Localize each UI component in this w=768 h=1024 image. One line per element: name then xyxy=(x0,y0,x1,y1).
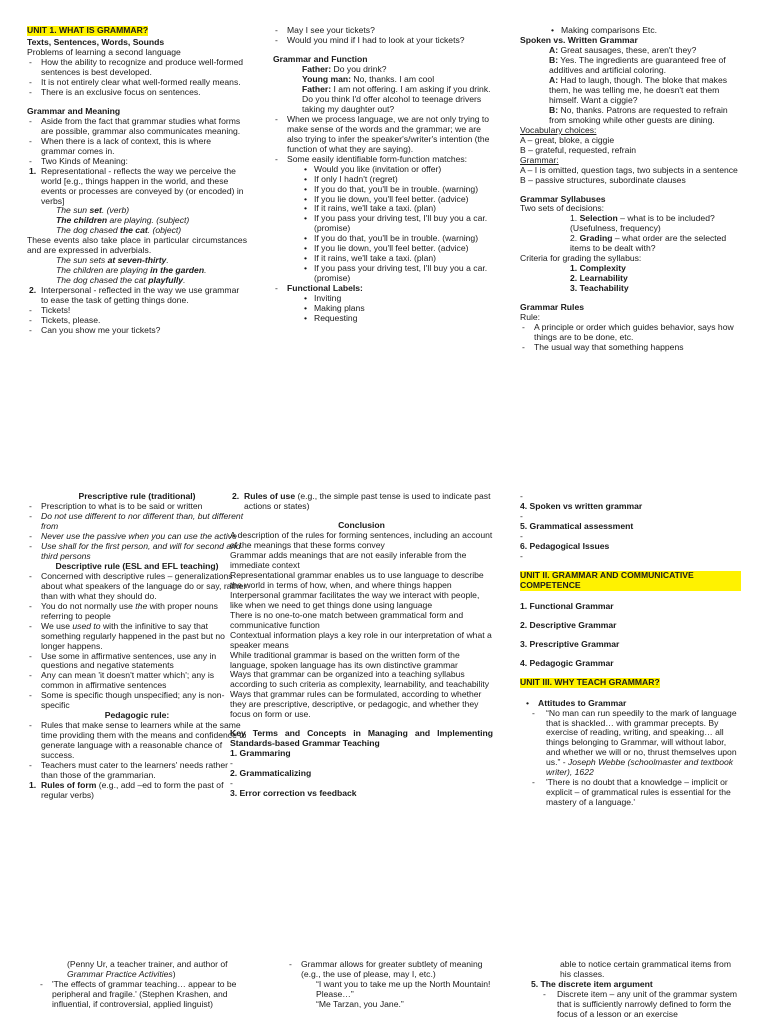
subheading: Descriptive rule (ESL and EFL teaching) xyxy=(55,560,219,571)
paragraph: A description of the rules for forming sentences, including an account of the meanings that these forms convey xyxy=(230,529,493,550)
bullet-item: • If you lie down, you'll feel better. (advice) xyxy=(273,195,493,205)
text-run: The dog chased the cat xyxy=(56,275,149,286)
paragraph: - xyxy=(520,550,523,561)
text-run: No, thanks. Patrons are requested to refrain from smoking while other guests are dining. xyxy=(549,104,728,125)
subheading: 5. Grammatical assessment xyxy=(520,520,634,531)
subheading: Prescriptive rule (traditional) xyxy=(78,492,196,501)
bullet-item: • If only I hadn't (regret) xyxy=(273,175,493,185)
text-run: Yes. The ingredients are guaranteed free of additives and artificial coloring. xyxy=(549,54,726,75)
text-run: (e.g., the simple past tense is used to indicate past actions or states) xyxy=(244,492,491,511)
paragraph: Rule: xyxy=(520,312,541,323)
paragraph: Ways that grammar can be organized into a teaching syllabus according to such criteria as complexity, learnability, and teachability xyxy=(230,669,490,690)
paragraph: A – I is omitted, question tags, two subjects in a sentence xyxy=(520,164,738,175)
text-run: Rules of form xyxy=(41,780,97,791)
dash-item: - When we process language, we are not only trying to make sense of the words and the grammar; we are also trying to infer the speaker's/writer's intention (the function of what they are saying). xyxy=(273,115,493,155)
paragraph: Interpersonal grammar facilitates the way we interact with people, like when we need to get things done using language xyxy=(230,589,480,610)
section-heading-text: UNIT 1. WHAT IS GRAMMAR? xyxy=(27,26,149,35)
section-heading-text: UNIT III. WHY TEACH GRAMMAR? xyxy=(520,676,660,687)
paragraph xyxy=(520,284,741,294)
text-run: . (verb) xyxy=(101,205,130,216)
dash-item: - It is not entirely clear what well-formed really means. xyxy=(27,78,247,88)
paragraph: - xyxy=(230,778,233,789)
subheading: Conclusion xyxy=(338,519,385,530)
bullet-item: • If you do that, you'll be in trouble. (warning) xyxy=(273,185,493,195)
item-number: 2. xyxy=(29,285,37,296)
bullet-item: • Requesting xyxy=(273,314,493,324)
paragraph xyxy=(520,234,741,254)
text-run: Selection xyxy=(579,213,618,224)
text-run: (Penny Ur, a teacher trainer, and author of xyxy=(67,960,228,969)
bullet-item: • If you pass your driving test, I'll buy you a car. (promise) xyxy=(273,214,493,234)
paragraph: B – grateful, requested, refrain xyxy=(520,144,637,155)
dash-item: - Never use the passive when you can use the active xyxy=(27,532,247,542)
text-run: . (object) xyxy=(147,225,182,236)
text-run: Rules of use xyxy=(244,492,296,501)
subheading: Key Terms and Concepts in Managing and Implementing Standards-based Grammar Teaching xyxy=(230,728,493,749)
text-run: I am not offering. I am asking if you drink. Do you think I'd offer alcohol to teenage drivers taking my daughter out? xyxy=(302,83,491,114)
text-run: the xyxy=(135,600,148,611)
text-run: Grading xyxy=(579,233,613,244)
paragraph: These events also take place in particular circumstances and are expressed in adverbials. xyxy=(27,235,247,256)
text-run: Young man: xyxy=(302,73,352,84)
dash-item: - 'There is no doubt that a knowledge – implicit or explicit – of grammatical rules is essential for the mastery of a language.' xyxy=(520,778,741,808)
paragraph: - xyxy=(520,492,523,501)
dash-item: - Discrete item – any unit of the grammar system that is sufficiently narrowly defined to form the focus of a lesson or an exercise xyxy=(531,990,741,1020)
dash-item: - How the ability to recognize and produce well-formed sentences is best developed. xyxy=(27,58,247,78)
text-run: used to xyxy=(72,620,101,631)
paragraph: Contextual information plays a key role in our interpretation of what a speaker means xyxy=(230,629,492,650)
paragraph xyxy=(520,76,741,106)
text-run: . xyxy=(166,255,169,266)
text-run: “No man can run speedily to the mark of language that is shackled… with grammar precepts. By exercise of reading, writing, and speaking… all things belonging to Grammar, will without labor, and whether we will or no, thrust themselves upon us.” - xyxy=(546,707,737,768)
paragraph: While traditional grammar is based on the written form of the language, spoken language has its own distinctive grammar xyxy=(230,649,460,670)
text-run: The sun xyxy=(56,205,90,216)
dash-item: - A principle or order which guides behavior, says how things are to be done, etc. xyxy=(520,323,741,343)
page-3-column-1 xyxy=(38,960,247,1010)
bullet-item: • Would you like (invitation or offer) xyxy=(273,165,493,175)
text-run: Father: xyxy=(302,83,332,94)
subheading: Grammar and Meaning xyxy=(27,105,121,116)
text-run: are playing. (subject) xyxy=(107,215,190,226)
text-run: set xyxy=(89,205,102,216)
dash-item: - There is an exclusive focus on sentences. xyxy=(27,88,247,98)
paragraph xyxy=(520,274,741,284)
text-run: The children are playing xyxy=(56,265,151,276)
page-1 xyxy=(0,26,768,446)
section-heading xyxy=(520,571,741,591)
subheading: Spoken vs. Written Grammar xyxy=(520,34,638,45)
numbered-item xyxy=(27,286,247,306)
dash-item: - Teachers must cater to the learners' needs rather than those of the grammarian. xyxy=(27,761,247,781)
text-run: . xyxy=(183,275,186,286)
dash-item: - Any can mean 'it doesn't matter which'; any is common in affirmative sentences xyxy=(27,671,247,691)
text-run: 2. xyxy=(570,233,580,244)
text-run: 2. xyxy=(570,273,580,284)
page-3-column-3 xyxy=(531,960,741,1020)
text-run: A: xyxy=(549,74,559,85)
subheading: Grammar Syllabuses xyxy=(520,193,606,204)
text-run: ) xyxy=(172,968,176,979)
text-run: Great sausages, these, aren't they? xyxy=(558,44,697,55)
dash-item: - Tickets, please. xyxy=(27,316,247,326)
text-run: Do you drink? xyxy=(331,63,387,74)
dash-item: - Would you mind if I had to look at your tickets? xyxy=(273,36,493,46)
text-run: The dog chased xyxy=(56,225,121,236)
numbered-item xyxy=(27,167,247,207)
subheading: 6. Pedagogical Issues xyxy=(520,540,610,551)
dash-item: - Concerned with descriptive rules – generalizations about what speakers of the language do or say, rather than with what they should do. xyxy=(27,572,247,602)
dash-item: - Can you show me your tickets? xyxy=(27,326,247,336)
dash-item: - Two Kinds of Meaning: xyxy=(27,157,247,167)
paragraph: B – passive structures, subordinate clauses xyxy=(520,174,686,185)
item-number: 1. xyxy=(29,165,37,176)
text-run: – what is to be included? (Usefulness, frequency) xyxy=(570,213,715,234)
item-text: Interpersonal - reflected in the way we use grammar to ease the task of getting things done. xyxy=(41,285,240,306)
paragraph: A – great, bloke, a ciggie xyxy=(520,134,615,145)
bullet-item: • If you lie down, you'll feel better. (advice) xyxy=(273,244,493,254)
page-1-column-2 xyxy=(273,26,493,324)
page-2-column-3 xyxy=(520,492,741,808)
subheading: 2. Grammaticalizing xyxy=(230,768,312,779)
text-run: playfully xyxy=(148,275,184,286)
paragraph: “I want you to take me up the North Mountain! Please…” xyxy=(316,978,491,999)
dash-item: - 'The effects of grammar teaching… appear to be peripheral and fragile.' (Stephen Krashen, and influential, if controversial, applied linguist) xyxy=(38,980,247,1010)
text-run: in the garden xyxy=(150,265,205,276)
dash-item: - Use shall for the first person, and will for second and third persons xyxy=(27,542,247,562)
numbered-item xyxy=(27,781,247,801)
dash-item: - Prescription to what is to be said or written xyxy=(27,502,247,512)
text-run: We use xyxy=(41,620,73,631)
paragraph: Criteria for grading the syllabus: xyxy=(520,253,642,264)
paragraph xyxy=(273,85,493,115)
bullet-item: • Making plans xyxy=(273,304,493,314)
numbered-item xyxy=(230,492,493,512)
paragraph xyxy=(520,264,741,274)
subheading: Grammar Rules xyxy=(520,302,585,313)
text-run: Grammar Practice Activities xyxy=(67,968,173,979)
text-run: Father: xyxy=(302,63,332,74)
bullet-item: • If it rains, we'll take a taxi. (plan) xyxy=(273,204,493,214)
bullet-item: • If you do that, you'll be in trouble. (warning) xyxy=(273,234,493,244)
dash-item: - Aside from the fact that grammar studies what forms are possible, grammar also communicates meaning. xyxy=(27,117,247,137)
text-run: B: xyxy=(549,104,559,115)
text-run: Teachability xyxy=(579,283,629,294)
text-run: B: xyxy=(549,54,559,65)
paragraph: - xyxy=(520,510,523,521)
text-run: The children xyxy=(56,215,108,226)
subheading: 4. Pedagogic Grammar xyxy=(520,657,614,668)
page-2-column-2 xyxy=(230,492,493,799)
paragraph xyxy=(38,960,247,980)
underlined-label: Grammar: xyxy=(520,154,559,165)
text-run: the cat xyxy=(120,225,148,236)
section-heading xyxy=(520,678,741,688)
paragraph: Two sets of decisions: xyxy=(520,203,605,214)
item-number: 1. xyxy=(29,780,37,791)
paragraph: Ways that grammar rules can be formulated, according to whether they are prescriptive, descriptive, or pedagogic, and whether they focus on form or use. xyxy=(230,689,482,720)
dash-item: - Tickets! xyxy=(27,306,247,316)
text-run: 1. xyxy=(570,213,580,224)
paragraph: Representational grammar enables us to use language to describe the world in terms of how, when, and where things happen xyxy=(230,569,484,590)
paragraph xyxy=(520,214,741,234)
paragraph: “Me Tarzan, you Jane.” xyxy=(316,998,404,1009)
paragraph xyxy=(520,56,741,76)
page-3 xyxy=(0,960,768,1024)
subheading: 2. Descriptive Grammar xyxy=(520,619,617,630)
paragraph: Grammar adds meanings that are not easily inferable from the immediate context xyxy=(230,549,467,570)
paragraph: - xyxy=(520,530,523,541)
text-run: 3. xyxy=(570,283,580,294)
text-run: at seven-thirty xyxy=(107,255,167,266)
paragraph: - xyxy=(230,758,233,769)
paragraph: able to notice certain grammatical items from his classes. xyxy=(560,960,731,979)
page-3-column-2 xyxy=(287,960,493,1010)
subheading: 3. Prescriptive Grammar xyxy=(520,638,620,649)
text-run: . xyxy=(204,265,207,276)
paragraph xyxy=(520,106,741,126)
dash-item: - Do not use different to nor different than, but different from xyxy=(27,512,247,532)
subheading: Texts, Sentences, Words, Sounds xyxy=(27,36,165,47)
text-run: You do not normally use xyxy=(41,600,136,611)
subheading: Pedagogic rule: xyxy=(104,710,170,721)
text-run: No, thanks. I am cool xyxy=(351,73,435,84)
page-2 xyxy=(0,492,768,904)
dash-item: - Grammar allows for greater subtlety of meaning (e.g., the use of please, may I, etc.) xyxy=(287,960,493,980)
text-run: – what order are the selected items to be dealt with? xyxy=(570,233,727,254)
subheading: 1. Grammaring xyxy=(230,748,291,759)
subheading: 5. The discrete item argument xyxy=(531,978,653,989)
bullet-item: • If you pass your driving test, I'll buy you a car. (promise) xyxy=(273,264,493,284)
text-run: 1. xyxy=(570,263,580,274)
item-text: Representational - reflects the way we perceive the world [e.g., things happen in the world, and these events or processes are conveyed by (or encoded) in verbs] xyxy=(41,165,244,206)
paragraph: There is no one-to-one match between grammatical form and communicative function xyxy=(230,609,464,630)
text-run: with proper nouns referring to people xyxy=(41,600,218,621)
dash-item: - Some easily identifiable form-function matches: xyxy=(273,155,493,165)
text-run: Functional Labels: xyxy=(287,283,363,294)
section-heading-text: UNIT II. GRAMMAR AND COMMUNICATIVE COMPETENCE xyxy=(520,571,741,591)
dash-item: - When there is a lack of context, this is where grammar comes in. xyxy=(27,137,247,157)
dash-item: - May I see your tickets? xyxy=(273,26,493,36)
page-1-column-1 xyxy=(27,26,247,336)
text-run: The sun sets xyxy=(56,255,108,266)
subheading: 4. Spoken vs written grammar xyxy=(520,500,643,511)
text-run: (e.g., add –ed to form the past of regular verbs) xyxy=(41,780,224,801)
subheading: 1. Functional Grammar xyxy=(520,600,614,611)
bullet-item: • Making comparisons Etc. xyxy=(520,26,741,36)
dash-item xyxy=(27,602,247,622)
dash-item: - Use some in affirmative sentences, use any in questions and negative statements xyxy=(27,652,247,672)
subheading: 3. Error correction vs feedback xyxy=(230,788,357,799)
dash-item: - Some is specific though unspecified; any is non-specific xyxy=(27,691,247,711)
underlined-label: Vocabulary choices: xyxy=(520,124,597,135)
dash-item: - Rules that make sense to learners while at the same time providing them with the means and confidence to generate language with a reasonable chance of success. xyxy=(27,721,247,761)
text-run: A: xyxy=(549,44,559,55)
bullet-item: • Inviting xyxy=(273,294,493,304)
text-run: with the infinitive to say that something regularly happened in the past but no longer happens. xyxy=(41,620,225,651)
subheading: Grammar and Function xyxy=(273,53,368,64)
text-run: Complexity xyxy=(579,263,626,274)
dash-item: - The usual way that something happens xyxy=(520,343,741,353)
page-1-column-3 xyxy=(520,26,741,353)
paragraph: Problems of learning a second language xyxy=(27,46,181,57)
text-run: Attitudes to Grammar xyxy=(538,697,627,708)
dash-item xyxy=(27,622,247,652)
text-run: Had to laugh, though. The bloke that makes them, he was telling me, he doesn't eat them himself. Want a ciggie? xyxy=(549,74,728,105)
page-2-column-1 xyxy=(27,492,247,801)
section-heading xyxy=(27,26,247,36)
text-run: Learnability xyxy=(579,273,628,284)
text-run: Joseph Webbe (schoolmaster and textbook writer), 1622 xyxy=(546,757,734,778)
item-number: 2. xyxy=(232,492,240,501)
dash-item xyxy=(520,709,741,779)
bullet-item: • If it rains, we'll take a taxi. (plan) xyxy=(273,254,493,264)
